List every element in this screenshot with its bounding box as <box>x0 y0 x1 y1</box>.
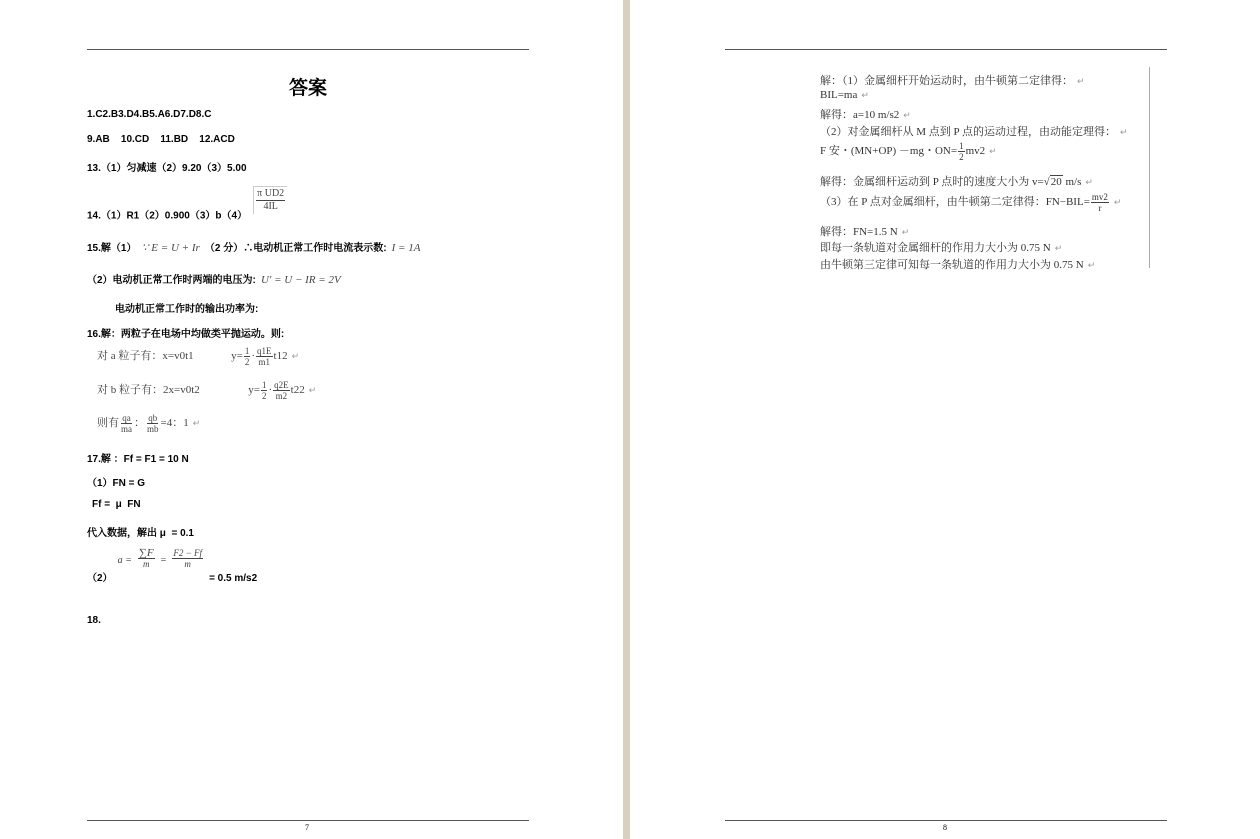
answer-17-mu: 代入数据，解出 μ = 0.1 <box>87 528 194 539</box>
answer-17-2: $_{(2)}$ a = $\frac{\sum F}{m}$ = $\frac{F2 - Ff}{m}$ $_{= 0.5 m/s2}$ <box>87 547 258 584</box>
footer-rule <box>87 820 529 821</box>
answer-18: 18. <box>87 615 101 626</box>
solution-line-5: F 安・(MN+OP) －mg・ON= $\frac{1}{2}$ mv2 ↵ <box>820 141 997 162</box>
sqrt-icon: √ <box>1043 176 1050 188</box>
para-mark-icon: ↵ <box>1087 260 1096 270</box>
answer-15-part3: 电动机正常工作时的输出功率为: <box>115 304 259 315</box>
para-mark-icon: ↵ <box>1054 243 1063 253</box>
para-mark-icon: ↵ <box>903 110 911 120</box>
para-mark-icon: ↵ <box>1120 127 1128 137</box>
solution-line-3: 解得：a=10 m/s2 ↵ <box>820 109 911 121</box>
answer-14-text: 14.（1）R1（2）0.900（3）b（4） <box>87 210 248 222</box>
answer-15-part1: 15.解（1） ∵ E = U + Ir （2 分）∴电动机正常工作时电流表示数: I = 1A <box>87 242 421 254</box>
answer-15-part2: （2）电动机正常工作时两端的电压为: U′ = U − IR = 2V <box>87 274 341 286</box>
solution-line-7: （3）在 P 点对金属细杆，由牛顿第二定律得：FN−BIL= $\frac{mv2}{r}$ ↵ <box>820 192 1122 213</box>
answer-17-ff: Ff = μ FN <box>92 499 141 510</box>
answer-16-b: 对 b 粒子有：2x=v0t2 y= $\frac{1}{2}$ · $\frac{q2E}{m2}$ t22 ↵ <box>97 380 317 401</box>
solution-line-10: 由牛顿第三定律可知每一条轨道的作用力大小为 0.75 N ↵ <box>820 259 1096 271</box>
solution-line-6: 解得：金属细杆运动到 P 点时的速度大小为 v=√20 m/s ↵ <box>820 176 1093 188</box>
page-number: 7 <box>305 823 309 832</box>
para-mark-icon: ↵ <box>1085 177 1093 187</box>
page-7 <box>0 0 623 839</box>
page-number: 8 <box>943 823 947 832</box>
solution-line-2: BIL=ma ↵ <box>820 89 869 101</box>
answer-16-c: 则有 $\frac{qa}{ma}$ ： $\frac{qb}{mb}$ =4：1 ↵ <box>97 413 201 434</box>
mc-answers-2: 9.AB 10.CD 11.BD 12.ACD <box>87 134 235 145</box>
image-border <box>1149 67 1150 268</box>
answer-17: 17.解 ：Ff = F1 = 10 N <box>87 454 189 465</box>
para-mark-icon: ↵ <box>1077 76 1085 86</box>
solution-line-9: 即每一条轨道对金属细杆的作用力大小为 0.75 N ↵ <box>820 242 1063 254</box>
solution-line-4: （2）对金属细杆从 M 点到 P 点的运动过程，由动能定理得： ↵ <box>820 126 1128 138</box>
answer-16-a: 对 a 粒子有：x=v0t1 y= $\frac{1}{2}$ · $\frac{q1E}{m1}$ t12 ↵ <box>97 346 300 367</box>
answer-16: 16.解：两粒子在电场中均做类平抛运动。则: <box>87 329 285 340</box>
header-rule <box>87 49 529 50</box>
answer-13: 13.（1）匀减速（2）9.20（3）5.00 <box>87 163 247 174</box>
solution-line-1: 解：（1）金属细杆开始运动时，由牛顿第二定律得： ↵ <box>820 75 1085 87</box>
para-mark-icon: ↵ <box>861 90 869 100</box>
answer-14-formula: $\frac{\text{π UD2}}{4IL}$ <box>253 186 287 214</box>
para-mark-icon: ↵ <box>192 418 201 429</box>
para-mark-icon: ↵ <box>308 385 317 396</box>
answer-title: 答案 <box>289 77 328 99</box>
para-mark-icon: ↵ <box>1113 197 1122 208</box>
answer-14 <box>87 186 288 222</box>
footer-rule <box>725 820 1167 821</box>
solution-line-8: 解得：FN=1.5 N ↵ <box>820 226 910 238</box>
answer-17-1: （1）FN = G <box>87 478 146 489</box>
para-mark-icon: ↵ <box>901 227 910 237</box>
header-rule <box>725 49 1167 50</box>
page-gutter <box>623 0 630 839</box>
mc-answers-1: 1.C2.B3.D4.B5.A6.D7.D8.C <box>87 109 212 120</box>
page-8 <box>630 0 1260 839</box>
para-mark-icon: ↵ <box>291 351 300 362</box>
para-mark-icon: ↵ <box>989 146 997 157</box>
